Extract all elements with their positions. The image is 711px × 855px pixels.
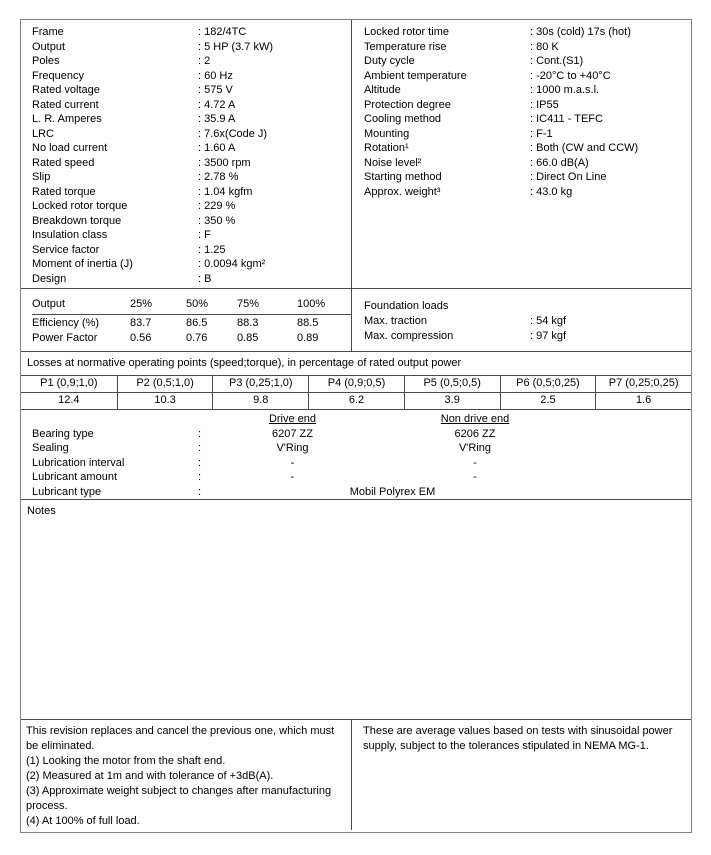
spec-row-rated-voltage [32, 83, 351, 98]
spec-label: Protection degree [364, 98, 451, 111]
revision-notes-panel [21, 720, 352, 830]
spec-value: : -20°C to +40°C [530, 69, 611, 84]
spec-row-starting-method [364, 170, 691, 185]
spec-row-moment-of-inertia [32, 257, 351, 272]
spec-row-ambient-temperature [364, 69, 691, 84]
spec-label: Output [32, 40, 66, 53]
spec-row-rotation [364, 141, 691, 156]
spec-value: : 1.04 kgfm [198, 185, 252, 200]
spec-label: Breakdown torque [32, 214, 122, 227]
spec-label: Design [32, 272, 67, 285]
spec-value: : 1.60 A [198, 141, 235, 156]
notes-title: Notes [27, 505, 56, 517]
spec-label: Starting method [364, 171, 442, 183]
efficiency-25: 83.7 [130, 317, 152, 329]
lubrication-interval-row [32, 456, 691, 471]
specs-right-column [352, 20, 691, 288]
spec-value: : F [198, 228, 211, 243]
performance-header-row [32, 289, 352, 315]
lubrication-interval-label: Lubrication interval [32, 456, 125, 469]
spec-row-lrc [32, 127, 351, 142]
power-factor-100: 0.89 [297, 332, 319, 344]
spec-label: LRC [32, 127, 55, 140]
lubricant-type-label: Lubricant type [32, 485, 102, 498]
losses-values-row [21, 392, 691, 409]
sealing-label: Sealing [32, 442, 69, 455]
spec-value: : 2 [198, 54, 210, 69]
tolerance-note-panel [352, 720, 691, 830]
spec-row-altitude [364, 83, 691, 98]
spec-value: : 80 K [530, 40, 559, 55]
spec-row-breakdown-torque [32, 214, 351, 229]
losses-value-p1: 12.4 [58, 394, 80, 406]
losses-col-p3: P3 (0,25;1,0) [212, 376, 308, 392]
spec-value: : 43.0 kg [530, 185, 572, 200]
spec-value: : 0.0094 kgm² [198, 257, 265, 272]
footer-section [21, 719, 691, 830]
spec-row-output [32, 40, 351, 55]
losses-section [21, 351, 691, 409]
specs-left-column [21, 20, 352, 288]
lubricant-type-value: Mobil Polyrex EM [349, 485, 436, 498]
losses-col-p2: P2 (0,5;1,0) [117, 376, 213, 392]
spec-row-duty-cycle [364, 54, 691, 69]
spec-value: : 7.6x(Code J) [198, 127, 267, 142]
lubricant-amount-drive: - [290, 471, 295, 484]
spec-label: Locked rotor time [364, 26, 449, 38]
colon-separator [198, 456, 210, 471]
footnote-4: (4) At 100% of full load. [26, 815, 140, 827]
spec-value: : 2.78 % [198, 170, 238, 185]
notes-section [21, 499, 691, 719]
losses-col-p1: P1 (0,9;1,0) [40, 377, 98, 389]
max-traction-value: : 54 kgf [530, 314, 566, 329]
power-factor-75: 0.85 [237, 332, 259, 344]
losses-col-p7: P7 (0,25;0,25) [595, 376, 691, 392]
spec-row-mounting [364, 127, 691, 142]
spec-value: : 30s (cold) 17s (hot) [530, 25, 631, 40]
spec-row-rated-torque [32, 185, 351, 200]
spec-label: Mounting [364, 127, 410, 140]
spec-label: Approx. weight³ [364, 185, 441, 198]
efficiency-50: 86.5 [186, 317, 208, 329]
losses-col-p6: P6 (0,5;0,25) [500, 376, 596, 392]
specs-section [21, 20, 691, 288]
foundation-loads-title: Foundation loads [364, 300, 449, 312]
colon-separator [198, 441, 210, 456]
max-traction-row [364, 314, 691, 329]
revision-note: This revision replaces and cancel the previous one, which must be eliminated. [26, 725, 335, 752]
spec-value: : IP55 [530, 98, 559, 113]
footnote-3: (3) Approximate weight subject to changes after manufacturing process. [26, 785, 332, 812]
losses-value-p3: 9.8 [212, 393, 308, 409]
losses-col-p4: P4 (0,9;0,5) [308, 376, 404, 392]
spec-value: : 182/4TC [198, 25, 246, 40]
spec-row-lr-amperes [32, 112, 351, 127]
sealing-nondrive: V'Ring [458, 442, 492, 455]
efficiency-100: 88.5 [297, 317, 319, 329]
bearings-header-row [32, 412, 691, 427]
spec-value: : Direct On Line [530, 170, 606, 185]
spec-value: : IC411 - TEFC [530, 112, 603, 127]
spec-value: : 575 V [198, 83, 233, 98]
max-compression-value: : 97 kgf [530, 329, 566, 344]
bearing-type-label: Bearing type [32, 427, 94, 440]
performance-header-label: Output [32, 298, 66, 310]
lubrication-interval-nondrive: - [473, 456, 477, 469]
spec-value: : 66.0 dB(A) [530, 156, 589, 171]
performance-table [21, 289, 352, 351]
motor-datasheet [20, 19, 692, 833]
losses-value-p6: 2.5 [500, 393, 596, 409]
spec-label: L. R. Amperes [32, 113, 102, 125]
spec-row-rated-current [32, 98, 351, 113]
spec-value: : 35.9 A [198, 112, 235, 127]
non-drive-end-header-cell [375, 412, 575, 427]
spec-value: : Cont.(S1) [530, 54, 583, 69]
spec-label: Temperature rise [364, 40, 447, 53]
load-col-50: 50% [186, 298, 209, 310]
power-factor-50: 0.76 [186, 332, 208, 344]
spec-row-temperature-rise [364, 40, 691, 55]
sealing-drive: V'Ring [276, 442, 309, 455]
power-factor-label: Power Factor [32, 332, 98, 344]
spec-value: : 5 HP (3.7 kW) [198, 40, 273, 55]
spec-row-poles [32, 54, 351, 69]
load-col-25: 25% [130, 298, 153, 310]
footnote-2: (2) Measured at 1m and with tolerance of +3dB(A). [26, 770, 274, 782]
spec-label: Duty cycle [364, 55, 415, 67]
spec-label: Noise level² [364, 156, 422, 169]
losses-value-p7: 1.6 [595, 393, 691, 409]
losses-header-row [21, 375, 691, 392]
spec-label: Insulation class [32, 229, 108, 241]
spec-value: : 60 Hz [198, 69, 233, 84]
load-col-100: 100% [297, 298, 326, 310]
spec-value: : 4.72 A [198, 98, 235, 113]
spec-row-design [32, 272, 351, 287]
spec-row-locked-rotor-time [364, 25, 691, 40]
sealing-row [32, 441, 691, 456]
load-col-75: 75% [237, 298, 260, 310]
spec-row-slip [32, 170, 351, 185]
spec-label: Altitude [364, 84, 401, 96]
spec-row-approx-weight [364, 185, 691, 200]
drive-end-header: Drive end [268, 413, 317, 425]
bearings-header-spacer [575, 412, 691, 427]
foundation-loads [352, 289, 691, 351]
spec-label: Service factor [32, 243, 100, 256]
spec-label: Rated voltage [32, 84, 100, 96]
spec-label: Ambient temperature [364, 69, 467, 82]
efficiency-row [32, 315, 351, 330]
max-compression-label: Max. compression [364, 329, 454, 342]
lubricant-type-row [32, 485, 691, 500]
spec-row-locked-rotor-torque [32, 199, 351, 214]
spec-label: Rated current [32, 98, 99, 111]
bearings-header-spacer [198, 412, 210, 427]
bearing-type-nondrive: 6206 ZZ [454, 427, 496, 440]
losses-value-p4: 6.2 [308, 393, 404, 409]
spec-value: : Both (CW and CCW) [530, 141, 638, 156]
spec-value: : 1.25 [198, 243, 226, 258]
losses-value-p2: 10.3 [117, 393, 213, 409]
spec-label: Poles [32, 55, 60, 67]
spec-row-insulation-class [32, 228, 351, 243]
spec-value: : 3500 rpm [198, 156, 251, 171]
footnote-1: (1) Looking the motor from the shaft end. [26, 755, 226, 767]
spec-row-no-load-current [32, 141, 351, 156]
spec-row-noise-level [364, 156, 691, 171]
spec-label: Rotation¹ [364, 142, 409, 154]
losses-value-p5: 3.9 [404, 393, 500, 409]
spec-value: : F-1 [530, 127, 553, 142]
performance-section [21, 288, 691, 351]
power-factor-row [32, 330, 351, 345]
bearing-type-row [32, 427, 691, 442]
non-drive-end-header: Non drive end [440, 413, 510, 425]
bearings-header-spacer [32, 412, 198, 427]
losses-col-p5: P5 (0,5;0,5) [404, 376, 500, 392]
tolerance-note: These are average values based on tests with sinusoidal power supply, subject to the tolerances stipulated in NEMA MG-1. [363, 725, 673, 752]
spec-label: Rated torque [32, 185, 96, 198]
spec-row-cooling-method [364, 112, 691, 127]
max-compression-row [364, 329, 691, 344]
spec-value: : 350 % [198, 214, 235, 229]
spec-label: Rated speed [32, 156, 95, 169]
bearings-section [21, 409, 691, 499]
max-traction-label: Max. traction [364, 315, 427, 327]
efficiency-label: Efficiency (%) [32, 317, 100, 329]
drive-end-header-cell [210, 412, 375, 427]
spec-row-frequency [32, 69, 351, 84]
spec-row-service-factor [32, 243, 351, 258]
spec-label: Frequency [32, 69, 84, 82]
spec-value: : 1000 m.a.s.l. [530, 83, 599, 98]
lubricant-amount-label: Lubricant amount [32, 471, 117, 484]
spec-row-frame [32, 25, 351, 40]
spec-row-protection-degree [364, 98, 691, 113]
bearing-type-drive: 6207 ZZ [272, 427, 313, 440]
spec-label: Slip [32, 171, 51, 183]
lubrication-interval-drive: - [290, 456, 295, 469]
spec-row-rated-speed [32, 156, 351, 171]
spec-label: Moment of inertia (J) [32, 258, 133, 270]
spec-label: Locked rotor torque [32, 200, 128, 212]
losses-title: Losses at normative operating points (speed;torque), in percentage of rated output power [27, 357, 462, 369]
spec-value: : B [198, 272, 211, 287]
lubricant-amount-row [32, 470, 691, 485]
colon-separator [198, 485, 210, 500]
colon-separator [198, 470, 210, 485]
spec-label: Frame [32, 26, 64, 38]
colon-separator [198, 427, 210, 442]
lubricant-amount-nondrive: - [473, 471, 477, 484]
efficiency-75: 88.3 [237, 317, 259, 329]
spec-value: : 229 % [198, 199, 235, 214]
spec-label: Cooling method [364, 113, 442, 125]
power-factor-25: 0.56 [130, 332, 152, 344]
spec-label: No load current [32, 142, 108, 154]
